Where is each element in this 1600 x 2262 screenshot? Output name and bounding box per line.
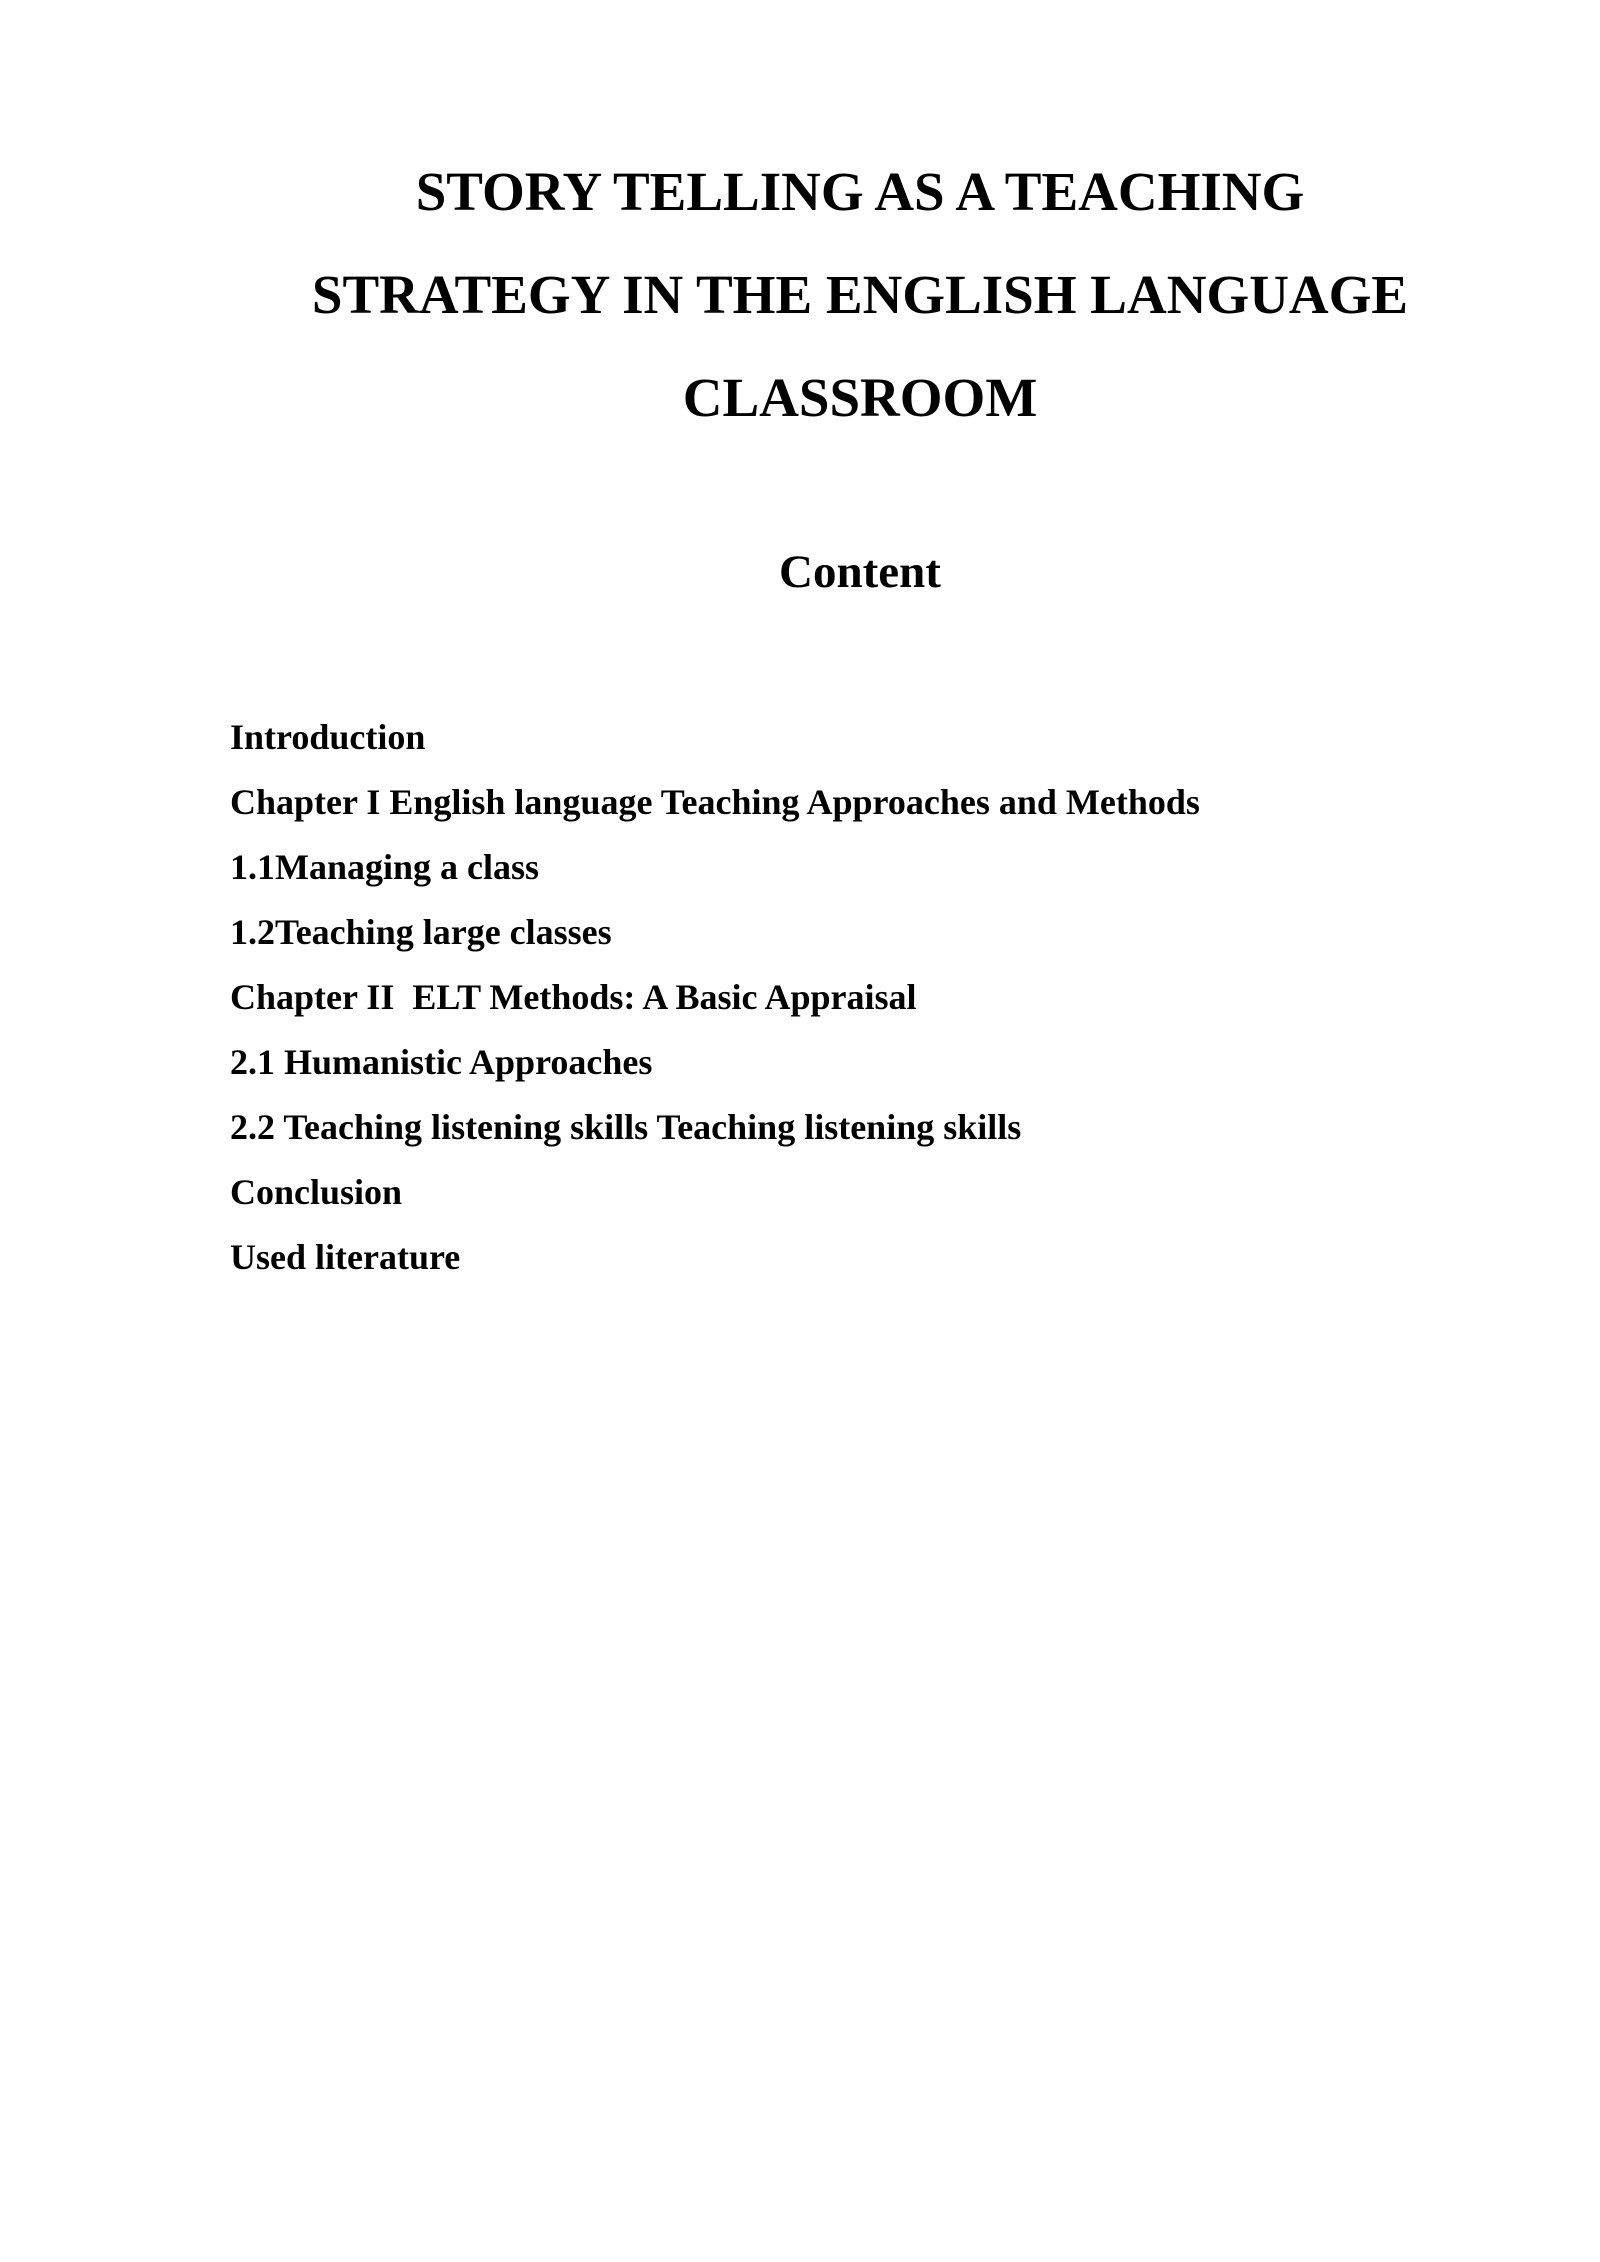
toc-item-chapter-1: Chapter I English language Teaching Approaches and Methods — [230, 782, 1200, 822]
title-line: STRATEGY IN THE ENGLISH LANGUAGE — [311, 264, 1409, 325]
document-title — [230, 140, 1490, 449]
toc-item-section-2-2: 2.2 Teaching listening skills Teaching listening skills — [230, 1107, 1022, 1147]
toc-item-chapter-2: Chapter II ELT Methods: A Basic Appraisal — [230, 977, 917, 1017]
toc-item-conclusion: Conclusion — [230, 1172, 403, 1212]
toc-item-section-1-2: 1.2Teaching large classes — [230, 912, 612, 952]
title-line: STORY TELLING AS A TEACHING — [415, 161, 1305, 222]
title-line: CLASSROOM — [682, 367, 1038, 428]
toc-item-section-1-1: 1.1Managing a class — [230, 847, 540, 887]
toc-item-section-2-1: 2.1 Humanistic Approaches — [230, 1042, 653, 1082]
contents-heading: Content — [779, 546, 941, 598]
table-of-contents — [230, 705, 1430, 1290]
toc-item-used-literature: Used literature — [230, 1237, 461, 1277]
toc-item-introduction: Introduction — [230, 717, 426, 757]
